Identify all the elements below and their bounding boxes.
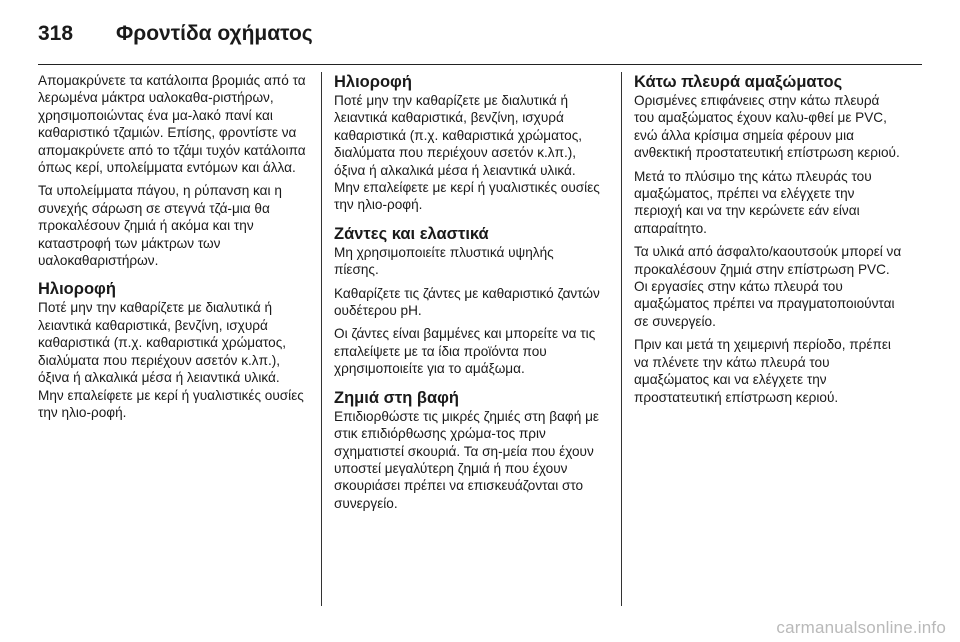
section-heading: Ηλιοροφή (334, 73, 412, 91)
paragraph-underbody-4: Πριν και μετά τη χειμερινή περίοδο, πρέπει να πλένετε την κάτω πλευρά του αμαξώματος και να ελέγχετε την προστατευτική επίστρωση κεριού. (634, 337, 891, 405)
paragraph-wiper-residue: Απομακρύνετε τα κατάλοιπα βρομιάς από τα λερωμένα μάκτρα υαλοκαθα-ριστήρων, χρησιμοποιώντας ένα μα-λακό πανί και καθαριστικό τζαμιών. Επίσης, φροντίστε να απομακρύνετε από το τζάμι τυχόν κατάλοιπα όπως κερί, υπολείμματα εντόμων και άλλα. (38, 73, 306, 176)
paragraph-wheels-3: Οι ζάντες είναι βαμμένες και μπορείτε να τις επαλείψετε με τα ίδια προϊόντα που χρησιμοποιείτε για το αμάξωμα. (334, 326, 596, 377)
column-divider (321, 72, 322, 606)
paragraph-underbody-3: Τα υλικά από άσφαλτο/καουτσούκ μπορεί να προκαλέσουν ζημιά στην επίστρωση PVC. Οι εργασίες στην κάτω πλευρά του αμαξώματος πρέπει να πραγματοποιούνται σε συνεργείο. (634, 244, 902, 329)
section-underbody (634, 72, 902, 406)
column-left (38, 72, 306, 427)
section-wheels-tyres (334, 224, 602, 378)
header-divider (38, 64, 922, 65)
section-lighting (38, 279, 306, 421)
column-middle (334, 72, 602, 518)
section-paint-damage (334, 388, 602, 512)
page-header (38, 14, 922, 54)
paragraph-paint: Επιδιορθώστε τις μικρές ζημιές στη βαφή με στικ επιδιόρθωσης χρώμα-τος πριν σχηματιστεί σκουριά. Τα ση-μεία που έχουν υποστεί μεγαλύτερη ζημιά ή που έχουν σκουριάσει πρέπει να επισκευάζονται στο συνεργείο. (334, 408, 599, 511)
paragraph-underbody-2: Μετά το πλύσιμο της κάτω πλευράς του αμαξώματος, πρέπει να ελέγχετε την περιοχή και να την κερώνετε εάν είναι απαραίτητο. (634, 168, 872, 236)
section-heading: Κάτω πλευρά αμαξώματος (634, 73, 843, 91)
paragraph-sunroof: Ποτέ μην την καθαρίζετε με διαλυτικά ή λειαντικά καθαριστικά, βενζίνη, ισχυρά καθαριστικά (π.χ. καθαριστικά χρώματος, διαλύματα που περιέχουν ασετόν κ.λπ.), όξινα ή αλκαλικά μέσα ή λειαντικά υλικά. Μην επαλείφετε με κερί ή γυαλιστικές ουσίες την ηλιο-ροφή. (334, 93, 600, 213)
section-heading: Ζημιά στη βαφή (334, 388, 459, 407)
column-right (634, 72, 902, 412)
column-divider (621, 72, 622, 606)
paragraph-wheels-1: Μη χρησιμοποιείτε πλυστικά υψηλής πίεσης. (334, 244, 554, 278)
section-sunroof (334, 72, 602, 214)
section-heading: Ζάντες και ελαστικά (334, 224, 489, 243)
section-heading: Ηλιοροφή (38, 280, 116, 299)
paragraph-lighting: Ποτέ μην την καθαρίζετε με διαλυτικά ή λειαντικά καθαριστικά, βενζίνη, ισχυρά καθαριστικά (π.χ. καθαριστικά χρώματος, διαλύματα που περιέχουν ασετόν κ.λπ.), όξινα ή αλκαλικά μέσα ή λειαντικά υλικά. Μην επαλείφετε με κερί ή γυαλιστικές ουσίες την ηλιο-ροφή. (38, 300, 304, 420)
page-number: 318 (38, 22, 74, 45)
paragraph-wheels-2: Καθαρίζετε τις ζάντες με καθαριστικό ζαντών ουδέτερου pH. (334, 285, 600, 319)
paragraph-wiper-damage: Τα υπολείμματα πάγου, η ρύπανση και η συνεχής σάρωση σε στεγνά τζά-μια θα προκαλέσουν ζημιά ή ακόμα και την καταστροφή των μάκτρων των υαλοκαθαριστήρων. (38, 183, 282, 269)
watermark: carmanualsonline.info (776, 618, 946, 637)
paragraph-underbody-1: Ορισμένες επιφάνειες στην κάτω πλευρά του αμαξώματος έχουν καλυ-φθεί με PVC, ενώ άλλα κρίσιμα σημεία φέρουν μια ανθεκτική προστατευτική επίστρωση κεριού. (634, 93, 900, 161)
page-title: Φροντίδα οχήματος (116, 22, 313, 45)
